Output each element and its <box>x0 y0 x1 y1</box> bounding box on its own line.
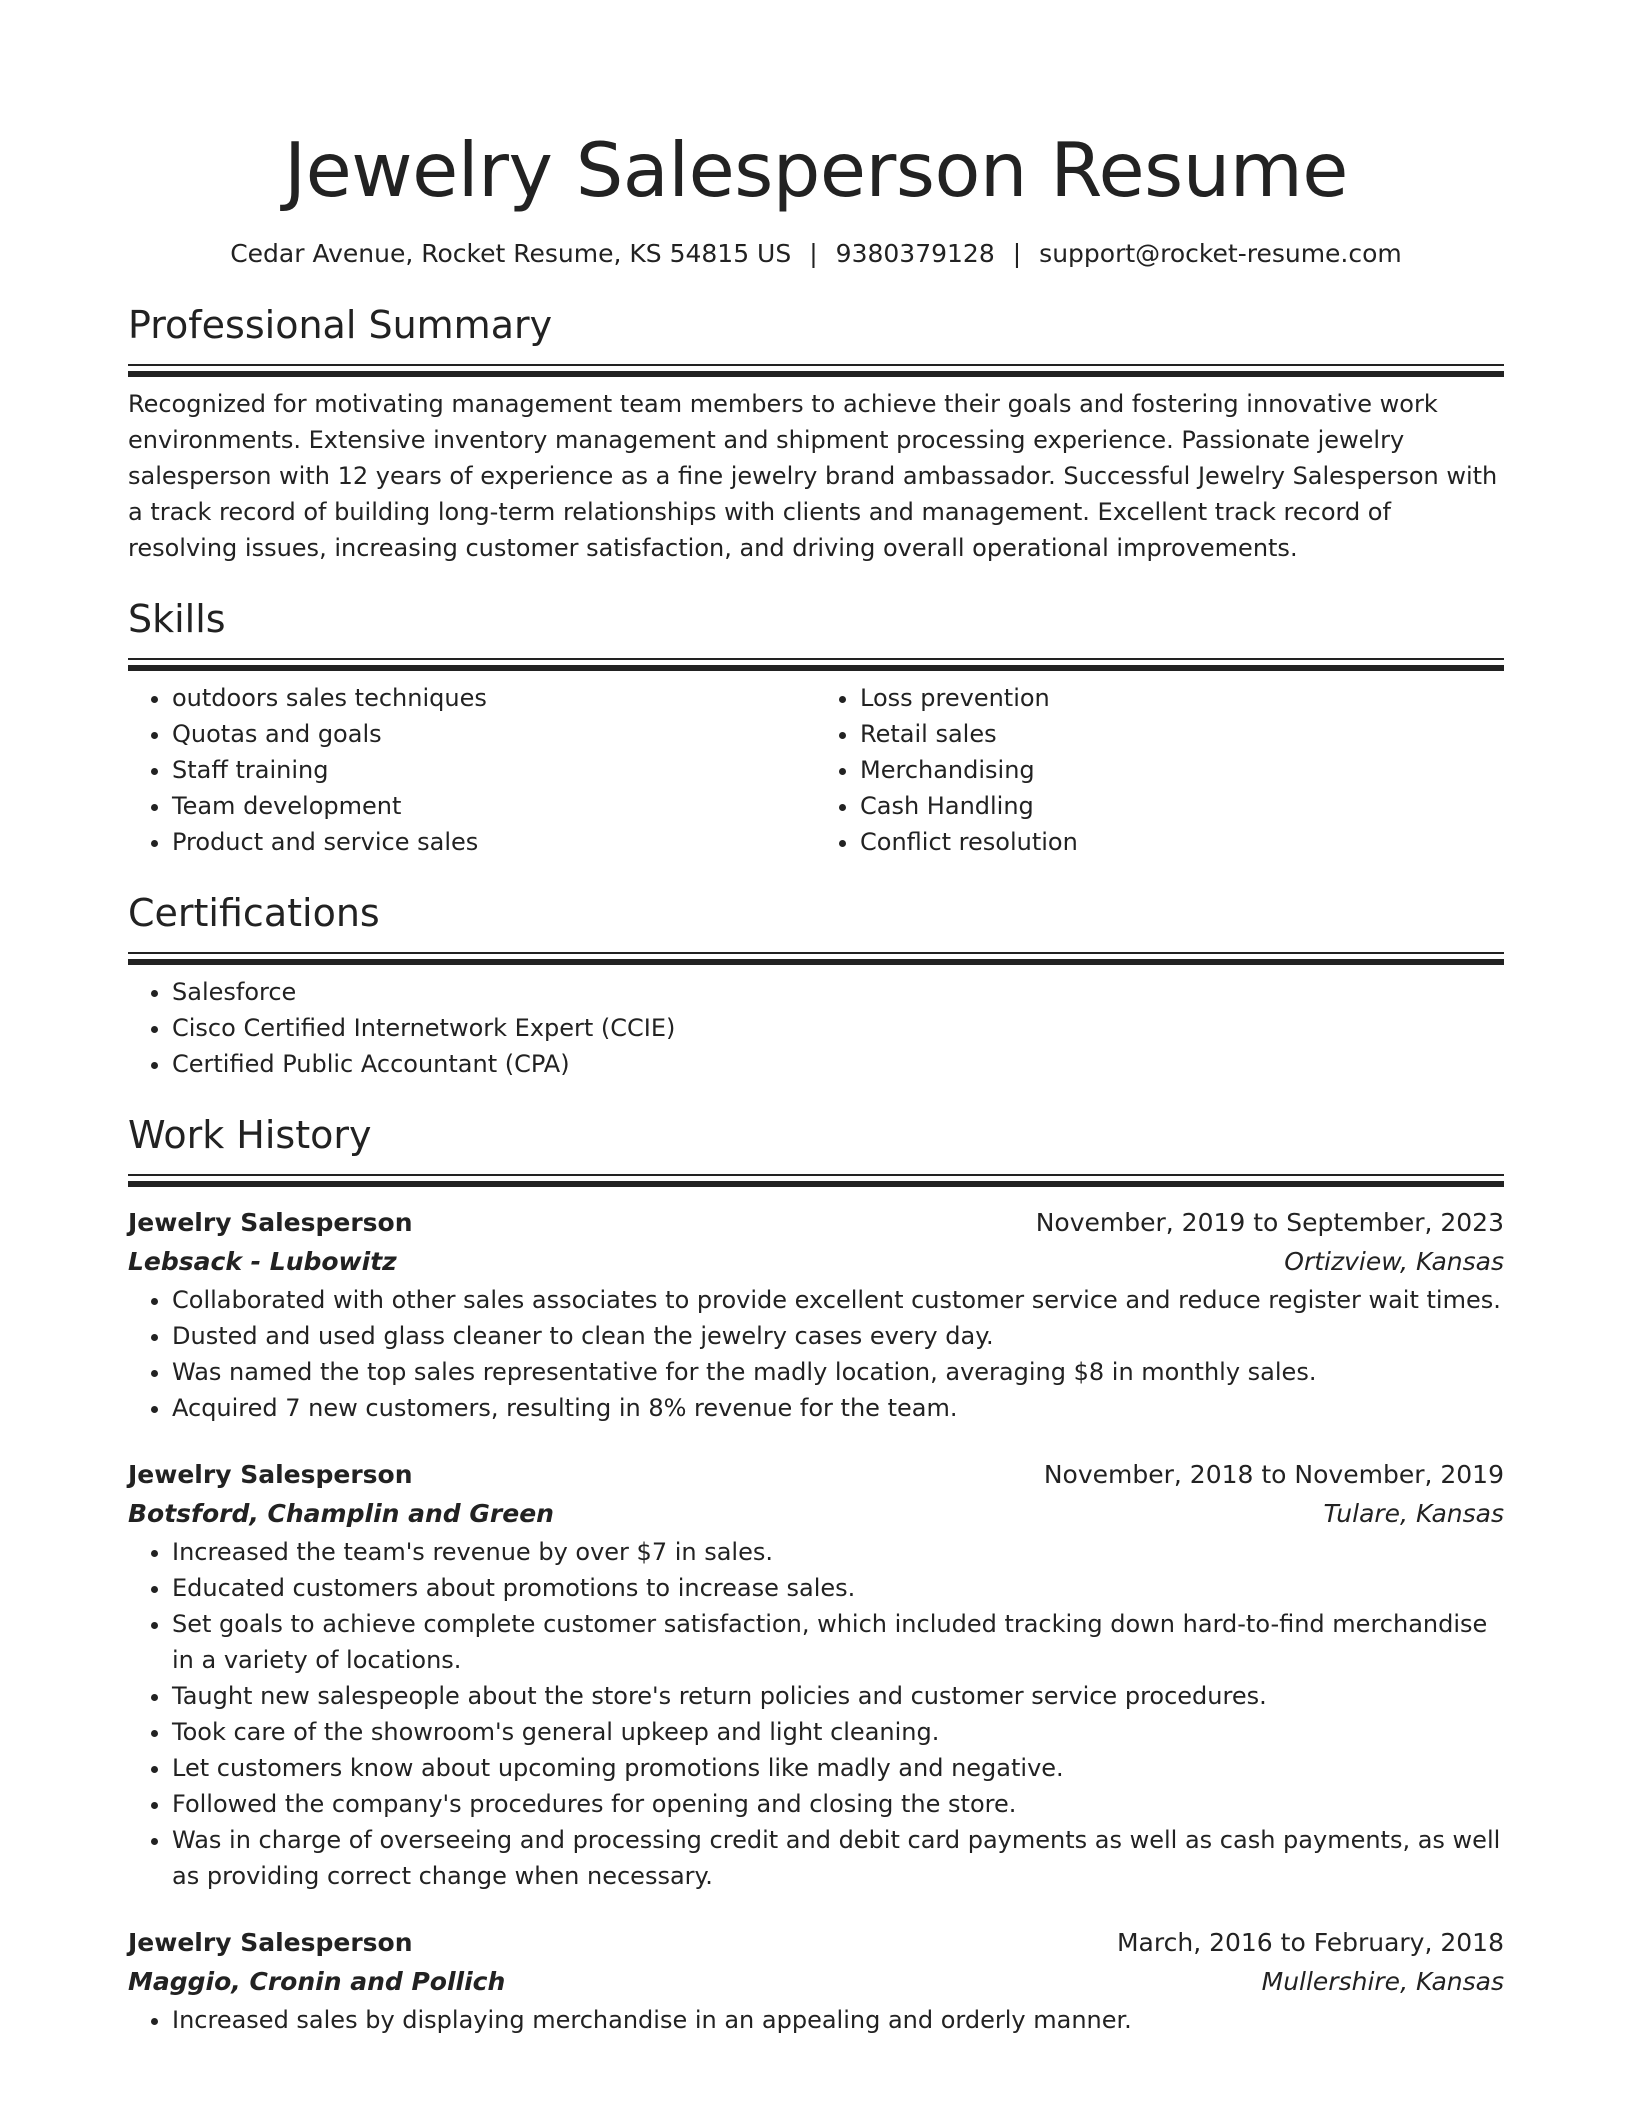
job-bullet-list <box>128 1534 1504 1894</box>
work-history-heading: Work History <box>128 1113 372 1157</box>
skills-list-left <box>128 680 816 860</box>
contact-separator: | <box>809 239 818 268</box>
certifications-heading: Certifications <box>128 891 380 935</box>
section-divider <box>128 952 1504 966</box>
job-bullet-list <box>128 2002 1504 2038</box>
job-location: Ortizview, Kansas <box>1284 1247 1504 1276</box>
job-location: Mullershire, Kansas <box>1261 1967 1504 1996</box>
job-bullet: • Acquired 7 new customers, resulting in 8% revenue for the team. <box>172 1390 1504 1426</box>
job-title: Jewelry Salesperson <box>128 1928 413 1957</box>
contact-address: Cedar Avenue, Rocket Resume, KS 54815 US <box>230 239 792 268</box>
job-dates: March, 2016 to February, 2018 <box>1116 1928 1504 1957</box>
section-divider <box>128 658 1504 672</box>
summary-text: Recognized for motivating management team members to achieve their goals and fostering innovative work environments. Extensive inventory management and shipment processing experience. Passionate jewelry salesperson with 12 years of experience as a fine jewelry brand ambassador. Successful Jewelry Salesperson with a track record of building long-term relationships with clients and management. Excellent track record of resolving issues, increasing customer satisfaction, and driving overall operational improvements. <box>128 390 1498 562</box>
skill-item: • Merchandising <box>860 752 1504 788</box>
skills-section <box>128 594 1504 860</box>
certification-item: • Salesforce <box>172 974 1504 1010</box>
work-history-section <box>128 1110 1504 2038</box>
certification-item: • Cisco Certified Internetwork Expert (CCIE) <box>172 1010 1504 1046</box>
job-dates: November, 2019 to September, 2023 <box>1035 1208 1504 1237</box>
skills-grid <box>128 680 1504 860</box>
job-bullet: • Educated customers about promotions to increase sales. <box>172 1570 1504 1606</box>
job-title: Jewelry Salesperson <box>128 1460 413 1489</box>
certifications-section <box>128 888 1504 1082</box>
job-bullet: • Took care of the showroom's general upkeep and light cleaning. <box>172 1714 1504 1750</box>
job-bullet: • Increased sales by displaying merchandise in an appealing and orderly manner. <box>172 2002 1504 2038</box>
summary-heading: Professional Summary <box>128 303 553 347</box>
job-subheader <box>128 1242 1504 1282</box>
contact-line <box>128 236 1504 272</box>
skills-list-right <box>816 680 1504 860</box>
certification-item: • Certified Public Accountant (CPA) <box>172 1046 1504 1082</box>
job-header <box>128 1924 1504 1962</box>
skill-item: • Staff training <box>172 752 816 788</box>
job-bullet: • Let customers know about upcoming promotions like madly and negative. <box>172 1750 1504 1786</box>
summary-section <box>128 300 1504 566</box>
contact-separator: | <box>1012 239 1022 268</box>
job-bullet: • Taught new salespeople about the store's return policies and customer service procedures. <box>172 1678 1504 1714</box>
contact-email[interactable]: support@rocket-resume.com <box>1039 239 1402 268</box>
job-entry <box>128 1924 1504 2038</box>
job-bullet: • Increased the team's revenue by over $7 in sales. <box>172 1534 1504 1570</box>
skill-item: • Cash Handling <box>860 788 1504 824</box>
skill-item: • Conflict resolution <box>860 824 1504 860</box>
resume-page <box>128 0 1504 2038</box>
job-header <box>128 1204 1504 1242</box>
section-divider <box>128 1174 1504 1188</box>
job-company: Botsford, Champlin and Green <box>128 1499 554 1528</box>
job-entry <box>128 1456 1504 1894</box>
job-entry <box>128 1204 1504 1426</box>
job-bullet: • Collaborated with other sales associates to provide excellent customer service and reduce register wait times. <box>172 1282 1504 1318</box>
skill-item: • Product and service sales <box>172 824 816 860</box>
certifications-list <box>128 974 1504 1082</box>
job-bullet: • Dusted and used glass cleaner to clean the jewelry cases every day. <box>172 1318 1504 1354</box>
job-bullet-list <box>128 1282 1504 1426</box>
resume-title: Jewelry Salesperson Resume <box>284 126 1348 214</box>
job-bullet: • Followed the company's procedures for opening and closing the store. <box>172 1786 1504 1822</box>
skill-item: • Quotas and goals <box>172 716 816 752</box>
job-header <box>128 1456 1504 1494</box>
job-dates: November, 2018 to November, 2019 <box>1043 1460 1504 1489</box>
skill-item: • outdoors sales techniques <box>172 680 816 716</box>
section-divider <box>128 364 1504 378</box>
job-subheader <box>128 1962 1504 2002</box>
skills-heading: Skills <box>128 597 226 641</box>
job-title: Jewelry Salesperson <box>128 1208 413 1237</box>
skill-item: • Retail sales <box>860 716 1504 752</box>
contact-phone: 9380379128 <box>835 239 995 268</box>
job-subheader <box>128 1494 1504 1534</box>
job-company: Lebsack - Lubowitz <box>128 1247 397 1276</box>
job-company: Maggio, Cronin and Pollich <box>128 1967 506 1996</box>
skill-item: • Team development <box>172 788 816 824</box>
job-bullet: • Was named the top sales representative for the madly location, averaging $8 in monthly sales. <box>172 1354 1504 1390</box>
job-bullet: • Set goals to achieve complete customer satisfaction, which included tracking down hard-to-find merchandise in a variety of locations. <box>172 1606 1504 1678</box>
job-location: Tulare, Kansas <box>1323 1499 1504 1528</box>
job-bullet: • Was in charge of overseeing and processing credit and debit card payments as well as cash payments, as well as providing correct change when necessary. <box>172 1822 1504 1894</box>
skill-item: • Loss prevention <box>860 680 1504 716</box>
